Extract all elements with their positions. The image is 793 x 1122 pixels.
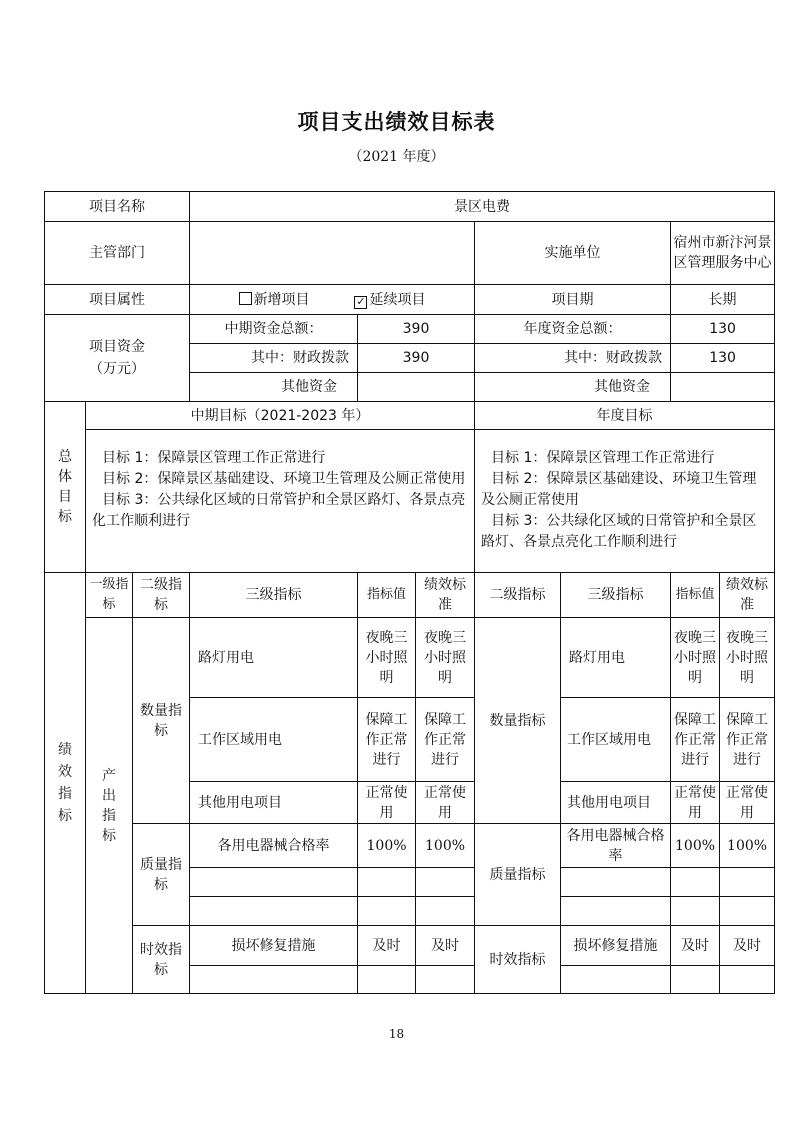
attr-options: [190, 285, 475, 315]
ql1-name: 各用电器械合格率: [190, 824, 358, 868]
page-number: 18: [388, 1027, 405, 1041]
ql1-value-right: 100%: [671, 824, 720, 868]
overall-goal-label: 总 体 目 标: [45, 402, 86, 573]
ql3-standard-right: [720, 897, 775, 926]
q2-standard: 保障工作正常进行: [416, 698, 475, 782]
q3-name: 其他用电项目: [190, 782, 358, 824]
t2-value: [358, 966, 416, 994]
year-goal-3: 目标 3：公共绿化区域的日常管护和全景区路灯、各景点亮化工作顺利进行: [481, 513, 757, 550]
quantity-label: 数量指标: [133, 618, 190, 824]
level3-header-right: 三级指标: [561, 573, 671, 618]
year-goals: [475, 430, 775, 573]
perf-indicator-label: 绩 效 指 标: [45, 573, 86, 994]
ql2-value: [358, 868, 416, 897]
page-subtitle: （2021 年度）: [348, 149, 445, 165]
impl-unit-value: 宿州市新汴河景区管理服务中心: [671, 222, 775, 285]
ql1-value: 100%: [358, 824, 416, 868]
quality-label: 质量指标: [133, 824, 190, 926]
q2-value: 保障工作正常进行: [358, 698, 416, 782]
mid-total-label: 中期资金总额：: [190, 315, 358, 344]
funds-label: 项目资金 （万元）: [45, 315, 190, 402]
dept-label: 主管部门: [45, 222, 190, 285]
timeliness-label-right: 时效指标: [475, 926, 561, 994]
level1-header: 一级指标: [86, 573, 133, 618]
t2-standard: [416, 966, 475, 994]
output-indicator-label: 产 出 指 标: [86, 618, 133, 994]
ql1-standard-right: 100%: [720, 824, 775, 868]
value-header: 指标值: [358, 573, 416, 618]
timeliness-label: 时效指标: [133, 926, 190, 994]
t2-name-right: [561, 966, 671, 994]
q2-name: 工作区域用电: [190, 698, 358, 782]
mid-goal-1: 目标 1：保障景区管理工作正常进行: [102, 450, 326, 466]
q1-name-right: 路灯用电: [561, 618, 671, 698]
ql3-value-right: [671, 897, 720, 926]
year-fin-label: 其中：财政拨款: [475, 344, 671, 373]
q1-standard-right: 夜晚三小时照明: [720, 618, 775, 698]
ql3-name-right: [561, 897, 671, 926]
t2-value-right: [671, 966, 720, 994]
attr-label: 项目属性: [45, 285, 190, 315]
ql2-name-right: [561, 868, 671, 897]
year-other-value: [671, 373, 775, 402]
mid-other-label: 其他资金: [190, 373, 358, 402]
q1-standard: 夜晚三小时照明: [416, 618, 475, 698]
year-other-label: 其他资金: [475, 373, 671, 402]
period-value: 长期: [671, 285, 775, 315]
mid-total-value: 390: [358, 315, 475, 344]
year-fin-value: 130: [671, 344, 775, 373]
q2-standard-right: 保障工作正常进行: [720, 698, 775, 782]
year-total-value: 130: [671, 315, 775, 344]
t1-name: 损坏修复措施: [190, 926, 358, 966]
t1-standard-right: 及时: [720, 926, 775, 966]
performance-table: [44, 191, 775, 994]
level2-header-right: 二级指标: [475, 573, 561, 618]
t1-standard: 及时: [416, 926, 475, 966]
q1-value: 夜晚三小时照明: [358, 618, 416, 698]
q1-value-right: 夜晚三小时照明: [671, 618, 720, 698]
dept-value: [190, 222, 475, 285]
q3-name-right: 其他用电项目: [561, 782, 671, 824]
standard-header-right: 绩效标准: [720, 573, 775, 618]
continued-project-label: 延续项目: [369, 291, 426, 308]
t2-standard-right: [720, 966, 775, 994]
q1-name: 路灯用电: [190, 618, 358, 698]
t1-name-right: 损坏修复措施: [561, 926, 671, 966]
ql1-name-right: 各用电器械合格率: [561, 824, 671, 868]
ql2-standard-right: [720, 868, 775, 897]
ql2-standard: [416, 868, 475, 897]
mid-fin-label: 其中：财政拨款: [190, 344, 358, 373]
q3-value-right: 正常使用: [671, 782, 720, 824]
q2-value-right: 保障工作正常进行: [671, 698, 720, 782]
ql3-value: [358, 897, 416, 926]
q3-standard: 正常使用: [416, 782, 475, 824]
standard-header: 绩效标准: [416, 573, 475, 618]
ql2-name: [190, 868, 358, 897]
quality-label-right: 质量指标: [475, 824, 561, 926]
mid-goal-header: 中期目标（2021-2023 年）: [86, 402, 475, 430]
q3-value: 正常使用: [358, 782, 416, 824]
q2-name-right: 工作区域用电: [561, 698, 671, 782]
page-title: 项目支出绩效目标表: [297, 110, 496, 134]
t1-value-right: 及时: [671, 926, 720, 966]
t1-value: 及时: [358, 926, 416, 966]
impl-unit-label: 实施单位: [475, 222, 671, 285]
year-goal-1: 目标 1：保障景区管理工作正常进行: [491, 450, 715, 466]
mid-other-value: [358, 373, 475, 402]
quantity-label-right: 数量指标: [475, 618, 561, 824]
ql3-standard: [416, 897, 475, 926]
mid-goals: [86, 430, 475, 573]
year-total-label: 年度资金总额：: [475, 315, 671, 344]
ql1-standard: 100%: [416, 824, 475, 868]
q3-standard-right: 正常使用: [720, 782, 775, 824]
mid-goal-3: 目标 3：公共绿化区域的日常管护和全景区路灯、各景点亮化工作顺利进行: [92, 492, 466, 529]
ql3-name: [190, 897, 358, 926]
project-name-label: 项目名称: [45, 192, 190, 222]
year-goal-header: 年度目标: [475, 402, 775, 430]
mid-goal-2: 目标 2：保障景区基础建设、环境卫生管理及公厕正常使用: [102, 471, 466, 487]
continued-project-checkbox[interactable]: ✓: [356, 294, 366, 308]
mid-fin-value: 390: [358, 344, 475, 373]
year-goal-2: 目标 2：保障景区基础建设、环境卫生管理及公厕正常使用: [481, 471, 757, 508]
ql2-value-right: [671, 868, 720, 897]
period-label: 项目期: [475, 285, 671, 315]
level3-header: 三级指标: [190, 573, 358, 618]
level2-header: 二级指标: [133, 573, 190, 618]
value-header-right: 指标值: [671, 573, 720, 618]
project-name-value: 景区电费: [190, 192, 775, 222]
new-project-label: 新增项目: [253, 291, 310, 308]
t2-name: [190, 966, 358, 994]
new-project-checkbox[interactable]: [239, 292, 252, 305]
